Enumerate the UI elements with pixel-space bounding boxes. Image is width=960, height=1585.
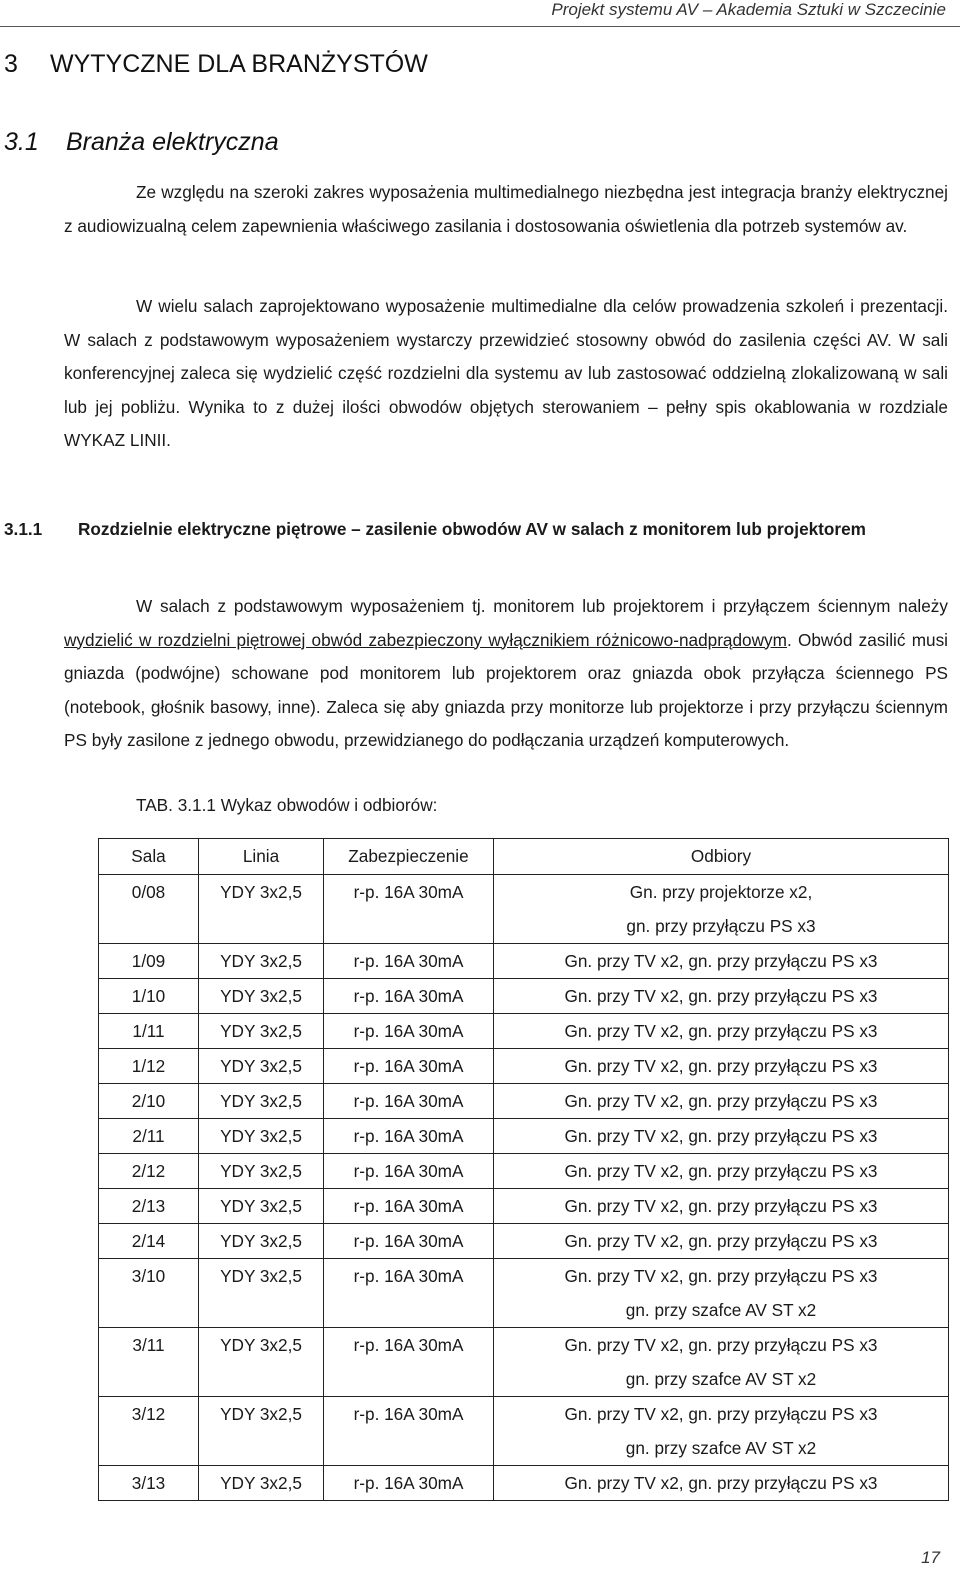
odbiory-line: Gn. przy projektorze x2, [629,882,813,902]
cell-zabezpieczenie: r-p. 16A 30mA [324,1397,494,1466]
odbiory-line: Gn. przy TV x2, gn. przy przyłączu PS x3 [564,1196,878,1216]
cell-linia: YDY 3x2,5 [199,875,324,944]
cell-sala: 1/12 [99,1049,199,1084]
cell-linia: YDY 3x2,5 [199,1328,324,1397]
cell-sala: 2/13 [99,1189,199,1224]
subsubsection-heading [4,514,948,544]
circuits-table [98,838,949,1501]
table-row [99,1259,949,1328]
cell-zabezpieczenie: r-p. 16A 30mA [324,1224,494,1259]
header-divider [0,26,960,27]
table-row [99,1189,949,1224]
table-row [99,979,949,1014]
paragraph-rooms-text: W wielu salach zaprojektowano wyposażenie multimedialne dla celów prowadzenia szkoleń i prezentacji. W salach z podstawowym wyposażeniem wystarczy przewidzieć stosowny obwód do zasilenia części AV. W sali konferencyjnej zaleca się wydzielić część rozdzielni dla systemu av lub zastosować oddzielną zlokalizowaną w sali lub jej pobliżu. Wynika to z dużej ilości obwodów objętych sterowaniem – pełny spis okablowania w rozdziale WYKAZ LINII. [64,296,948,450]
odbiory-line: Gn. przy TV x2, gn. przy przyłączu PS x3 [564,951,878,971]
table-row [99,1014,949,1049]
cell-linia: YDY 3x2,5 [199,1224,324,1259]
cell-linia: YDY 3x2,5 [199,944,324,979]
odbiory-line: Gn. przy TV x2, gn. przy przyłączu PS x3 [564,1161,878,1181]
cell-zabezpieczenie: r-p. 16A 30mA [324,875,494,944]
cell-odbiory [494,1397,949,1466]
odbiory-line: Gn. przy TV x2, gn. przy przyłączu PS x3 [564,1091,878,1111]
table-row [99,1119,949,1154]
table-header-row [99,839,949,875]
cell-odbiory [494,875,949,944]
cell-linia: YDY 3x2,5 [199,1154,324,1189]
cell-odbiory [494,1084,949,1119]
cell-sala: 2/11 [99,1119,199,1154]
odbiory-line: Gn. przy TV x2, gn. przy przyłączu PS x3 [564,1056,878,1076]
table-row [99,1154,949,1189]
cell-zabezpieczenie: r-p. 16A 30mA [324,1119,494,1154]
table-row [99,1224,949,1259]
cell-zabezpieczenie: r-p. 16A 30mA [324,1189,494,1224]
table-row [99,1049,949,1084]
odbiory-line: Gn. przy TV x2, gn. przy przyłączu PS x3 [564,1231,878,1251]
paragraph-integration-text: Ze względu na szeroki zakres wyposażenia multimedialnego niezbędna jest integracja branży elektrycznej z audiowizualną celem zapewnienia właściwego zasilania i dostosowania oświetlenia dla potrzeb systemów av. [64,182,948,236]
table-row [99,944,949,979]
subsection-number: 3.1 [4,128,39,156]
cell-linia: YDY 3x2,5 [199,1049,324,1084]
odbiory-line: Gn. przy TV x2, gn. przy przyłączu PS x3 [564,1404,878,1424]
section-title: WYTYCZNE DLA BRANŻYSTÓW [50,50,428,78]
section-heading [4,50,428,79]
cell-linia: YDY 3x2,5 [199,1014,324,1049]
cell-linia: YDY 3x2,5 [199,979,324,1014]
cell-zabezpieczenie: r-p. 16A 30mA [324,1154,494,1189]
paragraph-circuits-end: . Obwód zasilić musi gniazda (podwójne) schowane pod monitorem lub projektorem oraz gniazda obok przyłącza ściennego PS (notebook, głośnik basowy, inne). Zaleca się aby gniazda przy monitorze lub projektorze i przy przyłączu ściennym PS były zasilone z jednego obwodu, przewidzianego do podłączania urządzeń komputerowych. [64,629,948,750]
odbiory-line: Gn. przy TV x2, gn. przy przyłączu PS x3 [564,986,878,1006]
cell-zabezpieczenie: r-p. 16A 30mA [324,1084,494,1119]
table-row [99,875,949,944]
odbiory-line: Gn. przy TV x2, gn. przy przyłączu PS x3 [564,1335,878,1355]
subsubsection-title: Rozdzielnie elektryczne piętrowe – zasilenie obwodów AV w salach z monitorem lub projektorem [78,519,866,539]
page-number: 17 [921,1548,940,1567]
cell-odbiory [494,1466,949,1501]
cell-odbiory [494,1224,949,1259]
cell-odbiory [494,1328,949,1397]
column-header-odbiory: Odbiory [494,839,949,875]
table-row [99,1397,949,1466]
cell-sala: 0/08 [99,875,199,944]
paragraph-rooms [64,290,948,458]
cell-odbiory [494,1014,949,1049]
cell-zabezpieczenie: r-p. 16A 30mA [324,944,494,979]
cell-odbiory [494,979,949,1014]
table-row [99,1466,949,1501]
cell-sala: 1/09 [99,944,199,979]
cell-zabezpieczenie: r-p. 16A 30mA [324,1259,494,1328]
cell-odbiory [494,1189,949,1224]
cell-sala: 3/11 [99,1328,199,1397]
column-header-linia: Linia [199,839,324,875]
cell-zabezpieczenie: r-p. 16A 30mA [324,1328,494,1397]
table-body [99,875,949,1501]
odbiory-line: Gn. przy TV x2, gn. przy przyłączu PS x3 [564,1126,878,1146]
subsection-title: Branża elektryczna [66,128,279,156]
cell-sala: 2/12 [99,1154,199,1189]
cell-odbiory [494,1259,949,1328]
cell-zabezpieczenie: r-p. 16A 30mA [324,1049,494,1084]
cell-odbiory [494,1049,949,1084]
cell-linia: YDY 3x2,5 [199,1119,324,1154]
cell-linia: YDY 3x2,5 [199,1259,324,1328]
table-caption: TAB. 3.1.1 Wykaz obwodów i odbiorów: [136,795,438,815]
cell-sala: 2/10 [99,1084,199,1119]
odbiory-line: gn. przy szafce AV ST x2 [625,1300,817,1320]
paragraph-circuits [64,590,948,758]
cell-sala: 3/13 [99,1466,199,1501]
paragraph-circuits-start: W salach z podstawowym wyposażeniem tj. monitorem lub projektorem i przyłączem ściennym należy [136,596,948,616]
cell-odbiory [494,1119,949,1154]
cell-sala: 1/10 [99,979,199,1014]
table-row [99,1328,949,1397]
odbiory-line: Gn. przy TV x2, gn. przy przyłączu PS x3 [564,1266,878,1286]
cell-zabezpieczenie: r-p. 16A 30mA [324,1466,494,1501]
cell-sala: 3/12 [99,1397,199,1466]
cell-odbiory [494,1154,949,1189]
odbiory-line: Gn. przy TV x2, gn. przy przyłączu PS x3 [564,1021,878,1041]
column-header-zabezpieczenie: Zabezpieczenie [324,839,494,875]
running-header: Projekt systemu AV – Akademia Sztuki w Szczecinie [551,0,946,19]
cell-sala: 3/10 [99,1259,199,1328]
odbiory-line: gn. przy szafce AV ST x2 [625,1369,817,1389]
cell-linia: YDY 3x2,5 [199,1084,324,1119]
cell-linia: YDY 3x2,5 [199,1466,324,1501]
section-number: 3 [4,50,18,78]
column-header-sala: Sala [99,839,199,875]
odbiory-line: gn. przy przyłączu PS x3 [626,916,816,936]
cell-zabezpieczenie: r-p. 16A 30mA [324,979,494,1014]
paragraph-circuits-underlined: wydzielić w rozdzielni piętrowej obwód zabezpieczony wyłącznikiem różnicowo-nadprądowym [64,629,787,650]
cell-linia: YDY 3x2,5 [199,1397,324,1466]
subsubsection-number: 3.1.1 [4,519,43,539]
table-row [99,1084,949,1119]
cell-zabezpieczenie: r-p. 16A 30mA [324,1014,494,1049]
odbiory-line: gn. przy szafce AV ST x2 [625,1438,817,1458]
cell-sala: 2/14 [99,1224,199,1259]
cell-sala: 1/11 [99,1014,199,1049]
subsection-heading [4,128,279,157]
odbiory-line: Gn. przy TV x2, gn. przy przyłączu PS x3 [564,1473,878,1493]
paragraph-integration [64,176,948,243]
cell-linia: YDY 3x2,5 [199,1189,324,1224]
cell-odbiory [494,944,949,979]
